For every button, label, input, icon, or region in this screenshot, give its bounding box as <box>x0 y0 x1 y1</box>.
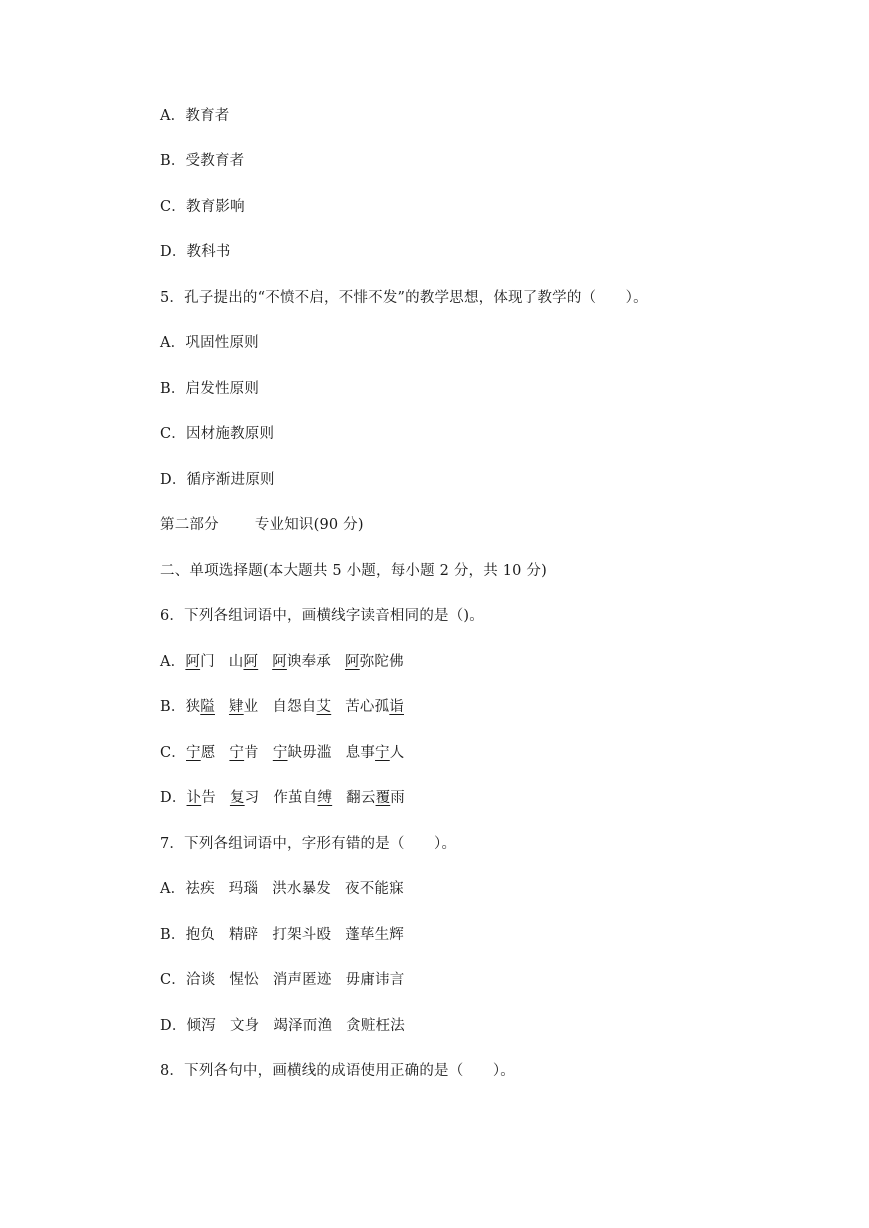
word-text: 告 <box>201 790 216 806</box>
question-7-stem: 7．下列各组词语中，字形有错的是（ ）。 <box>160 836 457 852</box>
word-text: 业 <box>243 699 259 715</box>
word-text: 门 <box>200 654 215 670</box>
question-8-stem: 8．下列各句中，画横线的成语使用正确的是（ ）。 <box>160 1063 515 1079</box>
underlined-char: 隘 <box>200 699 215 715</box>
word-text: 作茧自 <box>273 790 318 806</box>
underlined-char: 复 <box>229 790 245 806</box>
option-b-q7 <box>160 925 404 945</box>
word-text: 消声匿迹 <box>272 972 332 988</box>
underlined-char: 阿 <box>272 654 287 670</box>
word-text: 洽谈 <box>186 972 216 988</box>
option-prefix: C． <box>160 745 186 761</box>
option-b-q4: B．受教育者 <box>160 153 245 169</box>
word-text: 祛疾 <box>185 881 215 897</box>
word-text: 惺忪 <box>229 972 259 988</box>
option-d-q4: D．教科书 <box>160 244 231 260</box>
option-a-q7 <box>160 879 404 899</box>
section-heading <box>160 515 364 535</box>
option-c-q5: C．因材施教原则 <box>160 426 275 442</box>
word-text: 愿 <box>200 745 216 761</box>
word-text: 文身 <box>229 1018 260 1034</box>
subsection-heading: 二、单项选择题(本大题共 5 小题，每小题 2 分，共 10 分) <box>160 563 547 579</box>
question-5-stem: 5．孔子提出的“不愤不启，不悱不发”的教学思想，体现了教学的（ ）。 <box>160 290 648 306</box>
word-text: 狭 <box>185 699 201 715</box>
word-text: 精辟 <box>228 927 259 943</box>
option-c-q6 <box>160 743 404 763</box>
option-prefix: D． <box>160 1018 187 1034</box>
underlined-char: 讣 <box>186 790 202 806</box>
underlined-char: 覆 <box>375 790 391 806</box>
option-a-q4: A．教育者 <box>160 108 230 124</box>
word-text: 肯 <box>244 745 259 761</box>
word-text: 雨 <box>390 790 405 806</box>
underlined-char: 艾 <box>316 699 332 715</box>
word-text: 山 <box>228 654 244 670</box>
word-text: 翻云 <box>346 790 376 806</box>
word-text: 抱负 <box>185 927 215 943</box>
section-part-label: 第二部分 <box>160 517 219 533</box>
option-prefix: D． <box>160 790 187 806</box>
option-prefix: A． <box>160 881 186 897</box>
option-b-q5: B．启发性原则 <box>160 381 260 397</box>
word-text: 洪水暴发 <box>272 881 331 897</box>
option-prefix: B． <box>160 699 186 715</box>
underlined-char: 宁 <box>375 745 390 761</box>
underlined-char: 宁 <box>229 745 245 761</box>
underlined-char: 阿 <box>185 654 201 670</box>
underlined-char: 肄 <box>228 699 244 715</box>
option-d-q5: D．循序渐进原则 <box>160 472 275 488</box>
word-text: 夜不能寐 <box>345 881 404 897</box>
underlined-char: 阿 <box>345 654 360 670</box>
option-c-q4: C．教育影响 <box>160 199 245 215</box>
word-text: 贪赃枉法 <box>346 1018 405 1034</box>
word-text: 弥陀佛 <box>359 654 404 670</box>
word-text: 竭泽而渔 <box>273 1018 333 1034</box>
word-text: 谀奉承 <box>286 654 331 670</box>
word-text: 打架斗殴 <box>272 927 332 943</box>
option-d-q6 <box>160 788 405 808</box>
word-text: 玛瑙 <box>228 881 259 897</box>
word-text: 息事 <box>345 745 376 761</box>
word-text: 缺毋滥 <box>287 745 332 761</box>
underlined-char: 宁 <box>272 745 288 761</box>
question-6-stem: 6．下列各组词语中，画横线字读音相同的是（)。 <box>160 608 484 624</box>
option-d-q7 <box>160 1016 405 1036</box>
underlined-char: 阿 <box>243 654 259 670</box>
option-prefix: A． <box>160 654 186 670</box>
word-text: 苦心孤 <box>345 699 390 715</box>
word-text: 自怨自 <box>272 699 317 715</box>
option-a-q6 <box>160 652 404 672</box>
word-text: 倾泻 <box>186 1018 216 1034</box>
word-text: 毋庸讳言 <box>345 972 405 988</box>
option-a-q5: A．巩固性原则 <box>160 335 259 351</box>
word-text: 蓬荜生辉 <box>345 927 404 943</box>
option-b-q6 <box>160 697 404 717</box>
underlined-char: 宁 <box>186 745 201 761</box>
word-text: 习 <box>244 790 260 806</box>
option-c-q7 <box>160 970 404 990</box>
section-part-title: 专业知识(90 分) <box>254 517 364 533</box>
underlined-char: 诣 <box>389 699 404 715</box>
option-prefix: B． <box>160 927 186 943</box>
word-text: 人 <box>389 745 405 761</box>
option-prefix: C． <box>160 972 186 988</box>
underlined-char: 缚 <box>317 790 333 806</box>
